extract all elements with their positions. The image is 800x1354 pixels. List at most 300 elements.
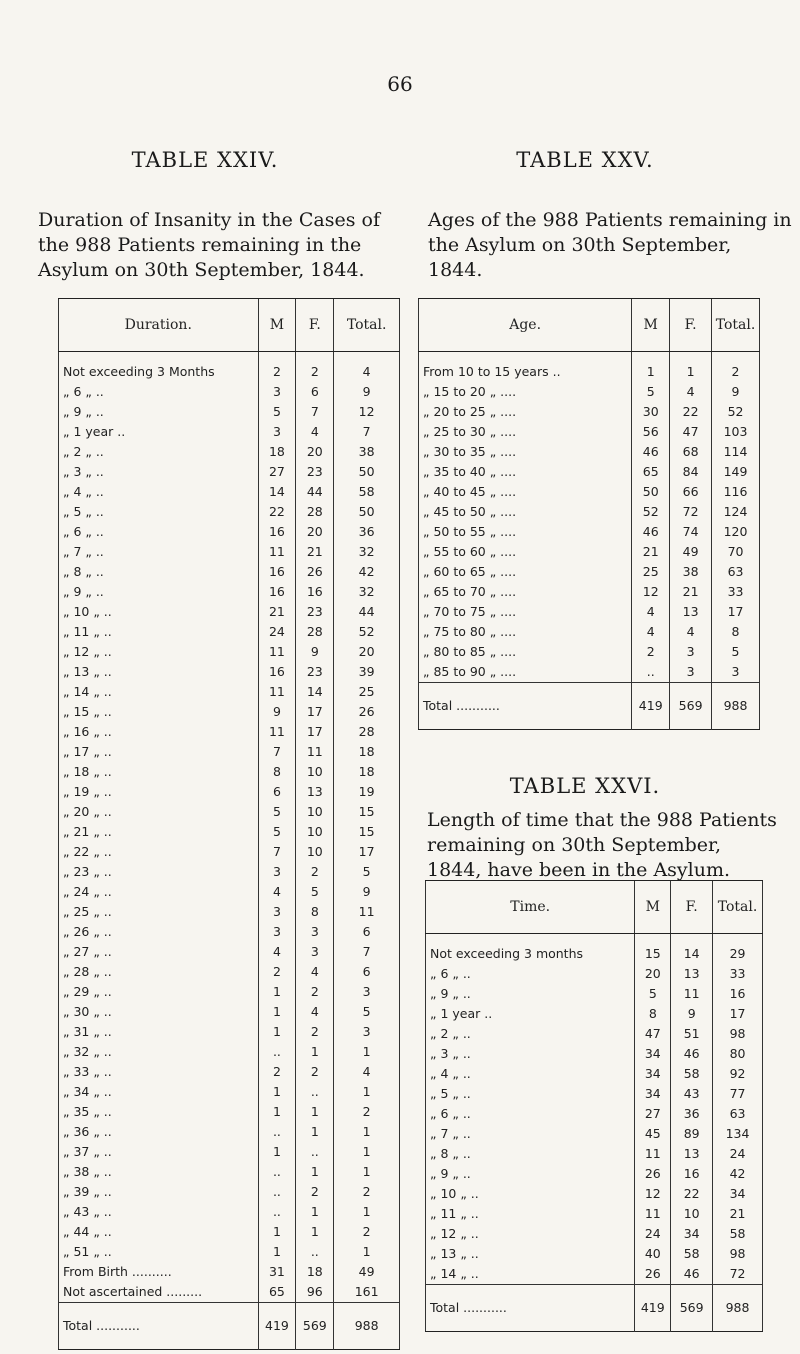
table-cell: 43 xyxy=(671,1084,713,1104)
table-cell: 20 xyxy=(296,442,334,462)
table-cell: 26 xyxy=(334,702,400,722)
table-cell: .. xyxy=(296,1242,334,1262)
table-cell: 3 xyxy=(296,922,334,942)
table-cell: 18 xyxy=(334,762,400,782)
table-cell: 4 xyxy=(334,1062,400,1082)
caption-line: Ages of the 988 Patients remaining in xyxy=(428,209,792,231)
table-cell: 1 xyxy=(258,1222,296,1242)
table-cell: 103 xyxy=(712,422,760,442)
table-cell: 2 xyxy=(296,1182,334,1202)
table-cell: 9 xyxy=(334,882,400,902)
table-cell: 2 xyxy=(632,642,670,662)
table-row xyxy=(59,782,400,802)
table-row xyxy=(59,402,400,422)
table-cell: 65 xyxy=(632,462,670,482)
table-cell: 1 xyxy=(334,1122,400,1142)
table-row xyxy=(59,802,400,822)
table-row xyxy=(59,1282,400,1303)
row-label: „ 12 „ .. xyxy=(63,644,112,659)
table-cell: 2 xyxy=(296,1062,334,1082)
table-cell: 28 xyxy=(296,622,334,642)
table-cell: 20 xyxy=(635,964,671,984)
table-cell: 2 xyxy=(334,1102,400,1122)
caption-line: the 988 Patients remaining in the xyxy=(38,234,362,256)
table-row xyxy=(59,582,400,602)
table-cell: 1 xyxy=(258,1242,296,1262)
table-cell: 23 xyxy=(296,462,334,482)
table-cell: 1 xyxy=(334,1202,400,1222)
total-cell: 988 xyxy=(712,683,760,730)
row-label: From 10 to 15 years .. xyxy=(423,364,561,379)
table-cell: 40 xyxy=(635,1244,671,1264)
table-cell: 17 xyxy=(296,702,334,722)
table-cell: 1 xyxy=(334,1162,400,1182)
table-cell: 4 xyxy=(296,1002,334,1022)
table-cell: 46 xyxy=(671,1044,713,1064)
table-cell: 4 xyxy=(258,882,296,902)
row-label: „ 35 „ .. xyxy=(63,1104,112,1119)
table-cell: 25 xyxy=(334,682,400,702)
row-label: „ 15 to 20 „ .... xyxy=(423,384,517,399)
table-cell: 46 xyxy=(671,1264,713,1285)
spacer-cell xyxy=(258,352,296,363)
table-cell: 9 xyxy=(296,642,334,662)
table-cell: 42 xyxy=(334,562,400,582)
table-cell: 1 xyxy=(258,1002,296,1022)
row-label: „ 9 „ .. xyxy=(63,404,104,419)
table-cell: 63 xyxy=(713,1104,763,1124)
row-label: „ 39 „ .. xyxy=(63,1184,112,1199)
column-header: M xyxy=(258,299,296,352)
row-label: „ 60 to 65 „ .... xyxy=(423,564,517,579)
table-cell: 77 xyxy=(713,1084,763,1104)
column-header: Duration. xyxy=(59,299,259,352)
table-cell: 20 xyxy=(296,522,334,542)
table-cell: 15 xyxy=(334,802,400,822)
column-header: Age. xyxy=(419,299,632,352)
table-cell: 24 xyxy=(258,622,296,642)
table-row xyxy=(59,1202,400,1222)
table-cell: 2 xyxy=(712,362,760,382)
row-label: „ 30 „ .. xyxy=(63,1004,112,1019)
table-cell: 28 xyxy=(296,502,334,522)
table-row xyxy=(59,662,400,682)
table-row xyxy=(419,582,760,602)
table-row xyxy=(419,522,760,542)
spacer-cell xyxy=(635,934,671,945)
row-label: „ 2 „ .. xyxy=(63,444,104,459)
total-cell: 988 xyxy=(334,1303,400,1350)
table-cell: 18 xyxy=(334,742,400,762)
table-cell: 32 xyxy=(334,542,400,562)
table-cell: 8 xyxy=(635,1004,671,1024)
table-cell: 114 xyxy=(712,442,760,462)
table-cell: 34 xyxy=(635,1064,671,1084)
table-cell: 21 xyxy=(713,1204,763,1224)
table-row xyxy=(59,1242,400,1262)
table-cell: 5 xyxy=(258,822,296,842)
table-row xyxy=(59,942,400,962)
table-cell: 7 xyxy=(334,422,400,442)
table-cell: 1 xyxy=(296,1162,334,1182)
table-row xyxy=(419,562,760,582)
table-cell: 1 xyxy=(258,982,296,1002)
table-cell: 1 xyxy=(296,1222,334,1242)
table-cell: 33 xyxy=(712,582,760,602)
table-cell: 13 xyxy=(671,1144,713,1164)
row-label: „ 37 „ .. xyxy=(63,1144,112,1159)
table-cell: .. xyxy=(296,1082,334,1102)
table-cell: 6 xyxy=(258,782,296,802)
table-cell: 3 xyxy=(670,642,712,662)
table-cell: .. xyxy=(258,1042,296,1062)
table-row xyxy=(59,622,400,642)
table-cell: 3 xyxy=(258,922,296,942)
row-label: „ 3 „ .. xyxy=(430,1046,471,1061)
table-row xyxy=(426,1164,763,1184)
total-cell: 419 xyxy=(258,1303,296,1350)
header-row xyxy=(59,299,400,352)
table-row xyxy=(59,502,400,522)
table-cell: 52 xyxy=(632,502,670,522)
table-cell: 72 xyxy=(713,1264,763,1285)
table-row xyxy=(426,964,763,984)
table-row xyxy=(426,1084,763,1104)
row-label: „ 8 „ .. xyxy=(63,564,104,579)
table-row xyxy=(59,922,400,942)
table-cell: 13 xyxy=(670,602,712,622)
table-row xyxy=(59,1222,400,1242)
table-row xyxy=(419,402,760,422)
table-cell: 50 xyxy=(334,462,400,482)
table-cell: 13 xyxy=(671,964,713,984)
table-row xyxy=(59,882,400,902)
table-cell: 1 xyxy=(334,1042,400,1062)
table-cell: 7 xyxy=(334,942,400,962)
table-cell: 14 xyxy=(671,944,713,964)
table-cell: 92 xyxy=(713,1064,763,1084)
time-in-asylum-table xyxy=(425,880,763,1332)
table-row xyxy=(419,602,760,622)
table-cell: 50 xyxy=(334,502,400,522)
row-label: „ 15 „ .. xyxy=(63,704,112,719)
row-label: „ 33 „ .. xyxy=(63,1064,112,1079)
table-cell: 5 xyxy=(712,642,760,662)
table-row xyxy=(59,702,400,722)
row-label: „ 23 „ .. xyxy=(63,864,112,879)
table-cell: 20 xyxy=(334,642,400,662)
table-cell: 2 xyxy=(258,1062,296,1082)
table-cell: 124 xyxy=(712,502,760,522)
spacer-cell xyxy=(59,352,259,363)
table-cell: 34 xyxy=(713,1184,763,1204)
table-cell: 44 xyxy=(334,602,400,622)
table-cell: 12 xyxy=(635,1184,671,1204)
table-row xyxy=(419,542,760,562)
table-cell: 1 xyxy=(334,1082,400,1102)
table-cell: 16 xyxy=(296,582,334,602)
table-cell: 33 xyxy=(713,964,763,984)
table-cell: 98 xyxy=(713,1024,763,1044)
table-cell: 2 xyxy=(258,962,296,982)
table-cell: 39 xyxy=(334,662,400,682)
row-label: „ 17 „ .. xyxy=(63,744,112,759)
total-cell: 988 xyxy=(713,1285,763,1332)
table-cell: 16 xyxy=(713,984,763,1004)
row-label: „ 7 „ .. xyxy=(63,544,104,559)
table-24-heading: TABLE XXIV. xyxy=(131,148,279,172)
table-row xyxy=(419,462,760,482)
table-cell: 6 xyxy=(334,962,400,982)
table-cell: 74 xyxy=(670,522,712,542)
table-cell: 7 xyxy=(258,842,296,862)
table-row xyxy=(59,1082,400,1102)
row-label: „ 43 „ .. xyxy=(63,1204,112,1219)
table-row xyxy=(59,1042,400,1062)
table-cell: 21 xyxy=(670,582,712,602)
row-label: „ 10 „ .. xyxy=(430,1186,479,1201)
row-label: „ 1 year .. xyxy=(430,1006,493,1021)
spacer-row xyxy=(59,352,400,363)
table-cell: 10 xyxy=(296,802,334,822)
table-cell: 25 xyxy=(632,562,670,582)
total-cell: 569 xyxy=(296,1303,334,1350)
table-row xyxy=(59,722,400,742)
table-row xyxy=(59,822,400,842)
table-row xyxy=(59,642,400,662)
total-row xyxy=(419,683,760,730)
row-label: „ 50 to 55 „ .... xyxy=(423,524,517,539)
row-label: „ 18 „ .. xyxy=(63,764,112,779)
table-row xyxy=(59,462,400,482)
header-row xyxy=(419,299,760,352)
row-label: „ 4 „ .. xyxy=(430,1066,471,1081)
table-cell: 17 xyxy=(296,722,334,742)
table-cell: 5 xyxy=(334,1002,400,1022)
table-cell: 3 xyxy=(258,382,296,402)
row-label: „ 21 „ .. xyxy=(63,824,112,839)
caption-line: Asylum on 30th September, 1844. xyxy=(38,259,365,281)
table-row xyxy=(419,382,760,402)
row-label: „ 36 „ .. xyxy=(63,1124,112,1139)
table-row xyxy=(426,1104,763,1124)
table-row xyxy=(59,762,400,782)
table-cell: 24 xyxy=(713,1144,763,1164)
table-cell: 58 xyxy=(671,1064,713,1084)
row-label: „ 5 „ .. xyxy=(63,504,104,519)
table-row xyxy=(59,382,400,402)
row-label: „ 31 „ .. xyxy=(63,1024,112,1039)
table-cell: 52 xyxy=(712,402,760,422)
table-cell: 9 xyxy=(334,382,400,402)
table-cell: 134 xyxy=(713,1124,763,1144)
table-cell: 89 xyxy=(671,1124,713,1144)
table-cell: 47 xyxy=(670,422,712,442)
table-row xyxy=(419,502,760,522)
table-cell: 4 xyxy=(670,622,712,642)
table-cell: 17 xyxy=(712,602,760,622)
table-row xyxy=(426,1224,763,1244)
row-label: „ 35 to 40 „ .... xyxy=(423,464,517,479)
row-label: „ 10 „ .. xyxy=(63,604,112,619)
row-label: „ 11 „ .. xyxy=(430,1206,479,1221)
row-label: „ 6 „ .. xyxy=(430,1106,471,1121)
table-cell: 24 xyxy=(635,1224,671,1244)
spacer-cell xyxy=(712,352,760,363)
table-cell: 11 xyxy=(635,1204,671,1224)
spacer-cell xyxy=(419,352,632,363)
row-label: „ 12 „ .. xyxy=(430,1226,479,1241)
row-label: „ 45 to 50 „ .... xyxy=(423,504,517,519)
table-row xyxy=(59,422,400,442)
table-row xyxy=(426,1264,763,1285)
row-label: Not exceeding 3 Months xyxy=(63,364,215,379)
table-25-heading: TABLE XXV. xyxy=(516,148,654,172)
row-label: „ 26 „ .. xyxy=(63,924,112,939)
total-label: Total ........... xyxy=(426,1285,635,1332)
row-label: „ 34 „ .. xyxy=(63,1084,112,1099)
total-cell: 569 xyxy=(670,683,712,730)
table-cell: 5 xyxy=(334,862,400,882)
table-cell: 9 xyxy=(671,1004,713,1024)
table-cell: 7 xyxy=(296,402,334,422)
table-cell: 49 xyxy=(670,542,712,562)
row-label: „ 7 „ .. xyxy=(430,1126,471,1141)
total-label: Total ........... xyxy=(419,683,632,730)
table-cell: 31 xyxy=(258,1262,296,1282)
caption-line: 1844, have been in the Asylum. xyxy=(427,859,731,881)
table-cell: 3 xyxy=(296,942,334,962)
table-cell: 32 xyxy=(334,582,400,602)
table-cell: 18 xyxy=(296,1262,334,1282)
caption-line: the Asylum on 30th September, xyxy=(428,234,732,256)
table-cell: 12 xyxy=(334,402,400,422)
table-row xyxy=(419,422,760,442)
table-cell: 11 xyxy=(258,682,296,702)
table-cell: 27 xyxy=(258,462,296,482)
table-cell: 56 xyxy=(632,422,670,442)
table-row xyxy=(59,1062,400,1082)
table-cell: 58 xyxy=(671,1244,713,1264)
table-cell: 34 xyxy=(671,1224,713,1244)
spacer-row xyxy=(426,934,763,945)
column-header: Time. xyxy=(426,881,635,934)
table-cell: 18 xyxy=(258,442,296,462)
page-number: 66 xyxy=(387,72,413,96)
table-cell: 45 xyxy=(635,1124,671,1144)
table-cell: 2 xyxy=(334,1182,400,1202)
table-row xyxy=(59,1122,400,1142)
table-cell: 11 xyxy=(671,984,713,1004)
table-cell: 5 xyxy=(258,802,296,822)
row-label: „ 27 „ .. xyxy=(63,944,112,959)
row-label: „ 25 „ .. xyxy=(63,904,112,919)
table-cell: 68 xyxy=(670,442,712,462)
table-cell: 3 xyxy=(258,902,296,922)
table-cell: 1 xyxy=(334,1142,400,1162)
table-cell: 49 xyxy=(334,1262,400,1282)
spacer-row xyxy=(419,352,760,363)
caption-line: 1844. xyxy=(428,259,483,281)
total-cell: 569 xyxy=(671,1285,713,1332)
table-row xyxy=(426,944,763,964)
table-row xyxy=(419,362,760,382)
row-label: „ 75 to 80 „ .... xyxy=(423,624,517,639)
table-cell: 161 xyxy=(334,1282,400,1303)
table-row xyxy=(59,1162,400,1182)
table-row xyxy=(419,482,760,502)
table-cell: .. xyxy=(258,1122,296,1142)
table-cell: 1 xyxy=(296,1122,334,1142)
table-cell: 10 xyxy=(296,762,334,782)
table-cell: 16 xyxy=(258,562,296,582)
table-cell: .. xyxy=(296,1142,334,1162)
table-cell: 7 xyxy=(258,742,296,762)
table-cell: 47 xyxy=(635,1024,671,1044)
table-cell: 22 xyxy=(671,1184,713,1204)
table-cell: 1 xyxy=(670,362,712,382)
table-row xyxy=(426,1024,763,1044)
row-label: „ 8 „ .. xyxy=(430,1146,471,1161)
row-label: „ 44 „ .. xyxy=(63,1224,112,1239)
table-cell: 10 xyxy=(671,1204,713,1224)
table-cell: 14 xyxy=(258,482,296,502)
row-label: „ 9 „ .. xyxy=(430,986,471,1001)
header-row xyxy=(426,881,763,934)
row-label: „ 13 „ .. xyxy=(63,664,112,679)
table-cell: 19 xyxy=(334,782,400,802)
row-label: „ 65 to 70 „ .... xyxy=(423,584,517,599)
table-row xyxy=(59,1002,400,1022)
spacer-cell xyxy=(334,352,400,363)
table-cell: 1 xyxy=(258,1102,296,1122)
table-cell: 46 xyxy=(632,442,670,462)
table-row xyxy=(426,1244,763,1264)
row-label: „ 22 „ .. xyxy=(63,844,112,859)
table-cell: 66 xyxy=(670,482,712,502)
table-cell: 46 xyxy=(632,522,670,542)
table-26-caption xyxy=(427,808,799,883)
table-cell: 11 xyxy=(296,742,334,762)
spacer-cell xyxy=(713,934,763,945)
table-26-heading: TABLE XXVI. xyxy=(509,774,661,798)
table-row xyxy=(419,442,760,462)
table-cell: 1 xyxy=(632,362,670,382)
table-cell: 11 xyxy=(258,722,296,742)
table-row xyxy=(59,1262,400,1282)
total-cell: 419 xyxy=(632,683,670,730)
table-cell: 1 xyxy=(258,1022,296,1042)
spacer-cell xyxy=(671,934,713,945)
table-cell: 28 xyxy=(334,722,400,742)
table-cell: 4 xyxy=(632,622,670,642)
table-cell: 4 xyxy=(296,422,334,442)
table-cell: 96 xyxy=(296,1282,334,1303)
table-cell: 11 xyxy=(258,542,296,562)
table-cell: .. xyxy=(632,662,670,683)
table-cell: 22 xyxy=(670,402,712,422)
table-cell: 13 xyxy=(296,782,334,802)
table-cell: 8 xyxy=(712,622,760,642)
table-row xyxy=(59,362,400,382)
table-cell: 149 xyxy=(712,462,760,482)
total-cell: 419 xyxy=(635,1285,671,1332)
column-header: Total. xyxy=(712,299,760,352)
table-row xyxy=(426,1204,763,1224)
table-cell: 72 xyxy=(670,502,712,522)
table-cell: 44 xyxy=(296,482,334,502)
table-row xyxy=(59,982,400,1002)
